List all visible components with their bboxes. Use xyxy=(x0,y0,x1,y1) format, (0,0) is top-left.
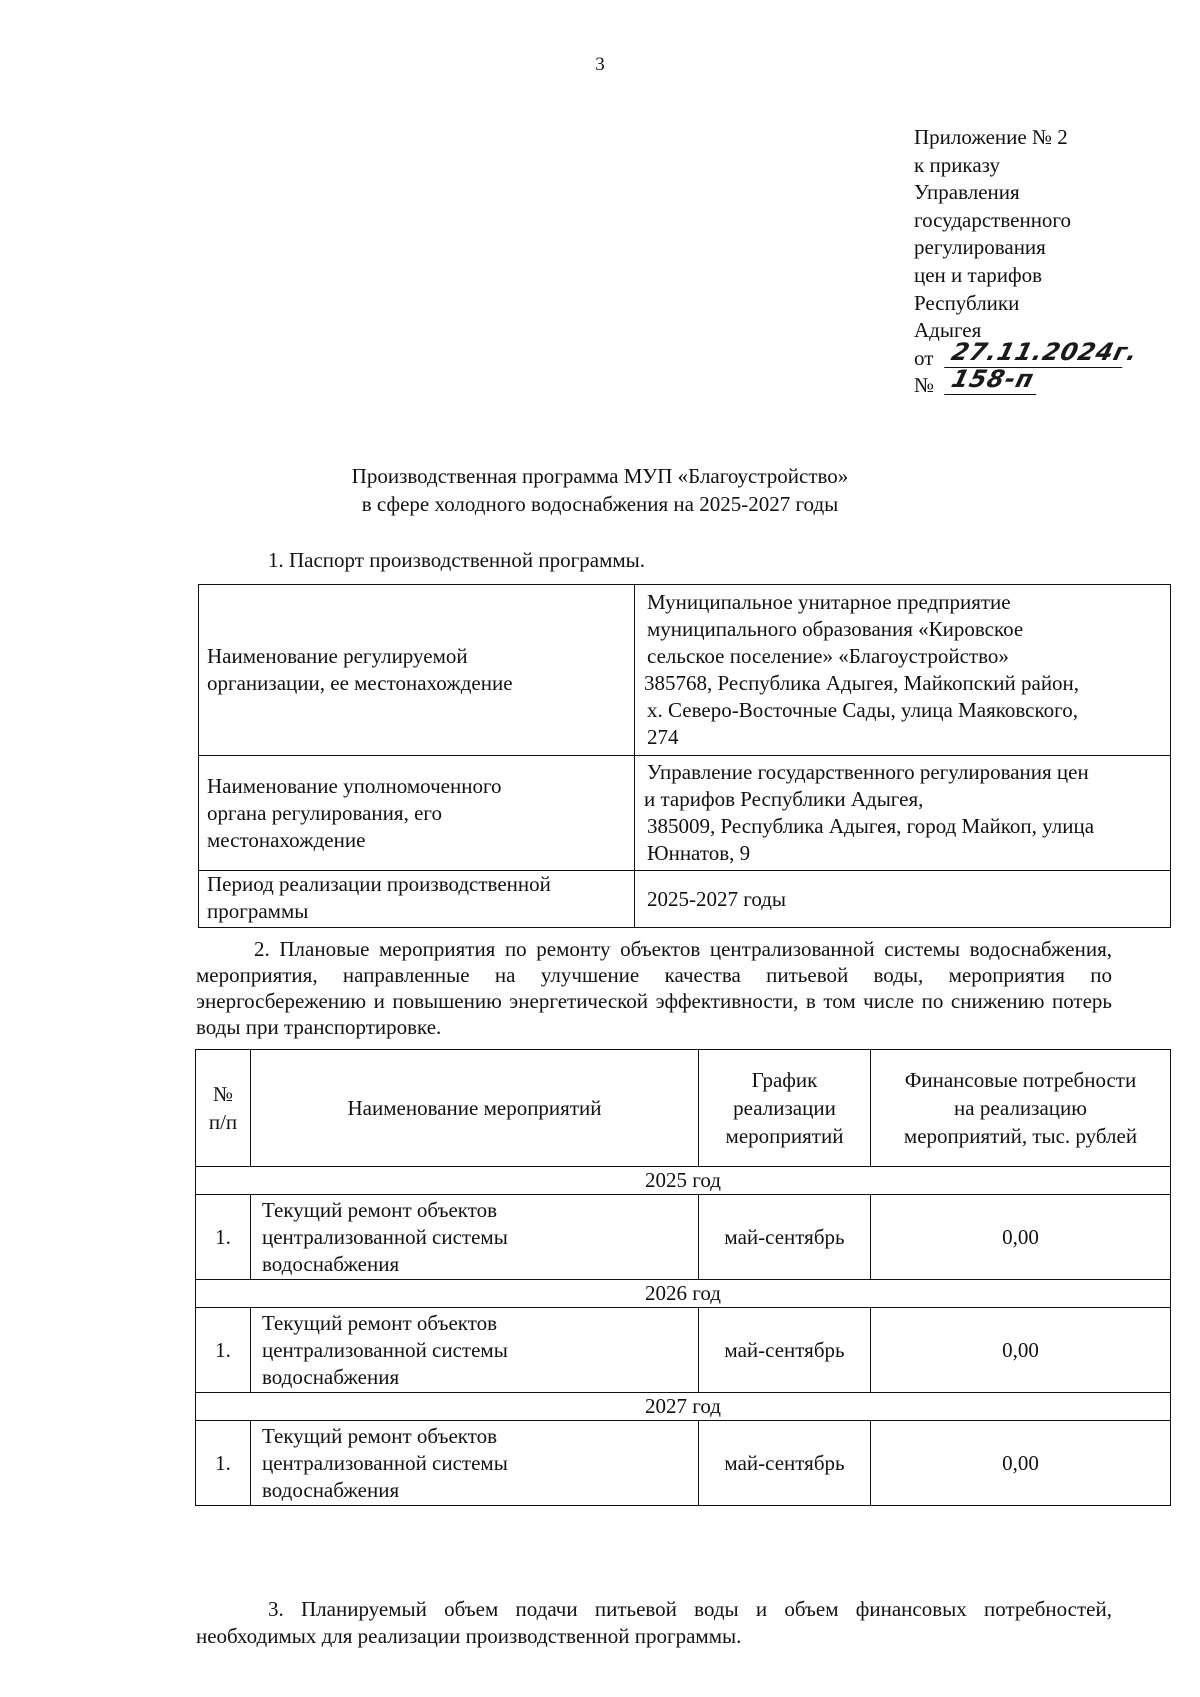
section2-paragraph xyxy=(196,936,1112,1040)
cell-line: Муниципальное унитарное предприятие xyxy=(647,590,1011,614)
table-header-row xyxy=(196,1050,1171,1167)
cell-line: органа регулирования, его xyxy=(207,800,442,825)
cell-line: Наименование регулируемой xyxy=(207,644,468,668)
order-date-label: от xyxy=(914,345,934,370)
appendix-line: государственного xyxy=(914,207,1072,232)
cell-line: Текущий ремонт объектов xyxy=(262,1197,498,1222)
cell-line: 274 xyxy=(647,725,679,749)
year-row xyxy=(196,1393,1171,1421)
order-number-row xyxy=(914,365,1071,400)
cell-line: местонахождение xyxy=(207,827,366,852)
section2-text: Плановые мероприятия по ремонту объектов централизованной системы водоснабжения, мероприятия, направленные на улучшение качества питьевой воды, мероприятия по энергосбережению и повышению энергетической эффективности, в том числе по снижению потерь воды при транспортировке. xyxy=(196,937,1112,1039)
year-row xyxy=(196,1280,1171,1308)
row-finance: 0,00 xyxy=(871,1308,1171,1393)
appendix-line: регулирования xyxy=(914,235,1046,260)
row-finance: 0,00 xyxy=(871,1195,1171,1280)
cell-line: водоснабжения xyxy=(262,1364,400,1389)
appendix-line: Адыгея xyxy=(914,318,982,343)
header-line: Финансовые потребности xyxy=(904,1068,1137,1092)
cell-line: Управление государственного регулирования цен xyxy=(647,760,1089,784)
row-schedule: май-сентябрь xyxy=(699,1421,871,1506)
section2-number: 2. xyxy=(254,937,270,961)
passport-value-cell xyxy=(635,871,1171,928)
header-line: п/п xyxy=(208,1110,238,1134)
title-line: в сфере холодного водоснабжения на 2025-2027 годы xyxy=(361,492,839,516)
appendix-line: Республики xyxy=(914,290,1020,315)
header-name: Наименование мероприятий xyxy=(251,1050,699,1167)
year-label: 2025 год xyxy=(196,1167,1171,1195)
header-line: № xyxy=(212,1082,234,1106)
section1-heading: 1. Паспорт производственной программы. xyxy=(268,548,646,572)
cell-line: организации, ее местонахождение xyxy=(207,671,513,695)
cell-line: водоснабжения xyxy=(262,1251,400,1276)
cell-line: 385768, Республика Адыгея, Майкопский район, xyxy=(644,671,1080,695)
cell-line: сельское поселение» «Благоустройство» xyxy=(647,644,1009,668)
section3-paragraph xyxy=(196,1596,1112,1650)
header-num xyxy=(196,1050,251,1167)
cell-line: и тарифов Республики Адыгея, xyxy=(644,787,924,811)
row-name xyxy=(251,1308,699,1393)
passport-label-cell xyxy=(199,871,635,928)
table-row xyxy=(199,871,1171,928)
appendix-line: к приказу xyxy=(914,152,1000,177)
header-line: реализации xyxy=(733,1096,836,1120)
row-name xyxy=(251,1195,699,1280)
section3-number: 3. xyxy=(268,1597,284,1621)
header-schedule xyxy=(699,1050,871,1167)
cell-line: Текущий ремонт объектов xyxy=(262,1423,498,1448)
page-number: 3 xyxy=(595,54,605,75)
row-schedule: май-сентябрь xyxy=(699,1195,871,1280)
cell-line: Наименование уполномоченного xyxy=(207,773,502,798)
order-number-label: № xyxy=(914,373,935,398)
section3-text: Планируемый объем подачи питьевой воды и объем финансовых потребностей, необходимых для реализации производственной программы. xyxy=(196,1597,1112,1648)
table-row xyxy=(196,1195,1171,1280)
header-line: мероприятий, тыс. рублей xyxy=(903,1124,1138,1148)
cell-line: 385009, Республика Адыгея, город Майкоп, улица xyxy=(647,814,1095,838)
passport-value-cell xyxy=(635,585,1171,756)
row-num: 1. xyxy=(196,1421,251,1506)
cell-line: Юннатов, 9 xyxy=(647,841,751,865)
cell-line: водоснабжения xyxy=(262,1477,400,1502)
passport-label-cell xyxy=(199,585,635,756)
table-row xyxy=(199,756,1171,871)
cell-line: Текущий ремонт объектов xyxy=(262,1310,498,1335)
cell-line: 2025-2027 годы xyxy=(647,886,787,911)
row-schedule: май-сентябрь xyxy=(699,1308,871,1393)
row-num: 1. xyxy=(196,1195,251,1280)
document-title xyxy=(0,462,1200,518)
cell-line: х. Северо-Восточные Сады, улица Маяковского, xyxy=(647,698,1078,722)
header-finance xyxy=(871,1050,1171,1167)
title-line: Производственная программа МУП «Благоустройство» xyxy=(351,464,849,488)
row-finance: 0,00 xyxy=(871,1421,1171,1506)
year-row xyxy=(196,1167,1171,1195)
cell-line: централизованной системы xyxy=(262,1337,508,1362)
header-line: мероприятий xyxy=(725,1124,844,1148)
cell-line: муниципального образования «Кировское xyxy=(647,617,1024,641)
cell-line: Период реализации производственной xyxy=(207,872,551,896)
events-table xyxy=(195,1049,1171,1506)
passport-value-cell xyxy=(635,756,1171,871)
appendix-line: цен и тарифов xyxy=(914,262,1043,287)
appendix-line: Управления xyxy=(914,180,1020,205)
passport-label-cell xyxy=(199,756,635,871)
cell-line: централизованной системы xyxy=(262,1450,508,1475)
appendix-block xyxy=(914,124,1142,400)
header-line: на реализацию xyxy=(954,1096,1087,1120)
year-label: 2027 год xyxy=(196,1393,1171,1421)
passport-table xyxy=(198,584,1171,928)
table-row xyxy=(199,585,1171,756)
appendix-line: Приложение № 2 xyxy=(914,125,1068,149)
cell-line: централизованной системы xyxy=(262,1224,508,1249)
year-label: 2026 год xyxy=(196,1280,1171,1308)
cell-line: программы xyxy=(207,899,309,923)
order-date-handwritten: 27.11.2024г. xyxy=(944,337,1130,368)
row-name xyxy=(251,1421,699,1506)
table-row xyxy=(196,1421,1171,1506)
table-row xyxy=(196,1308,1171,1393)
header-line: График xyxy=(751,1068,818,1092)
row-num: 1. xyxy=(196,1308,251,1393)
order-number-handwritten: 158-п xyxy=(944,364,1044,395)
